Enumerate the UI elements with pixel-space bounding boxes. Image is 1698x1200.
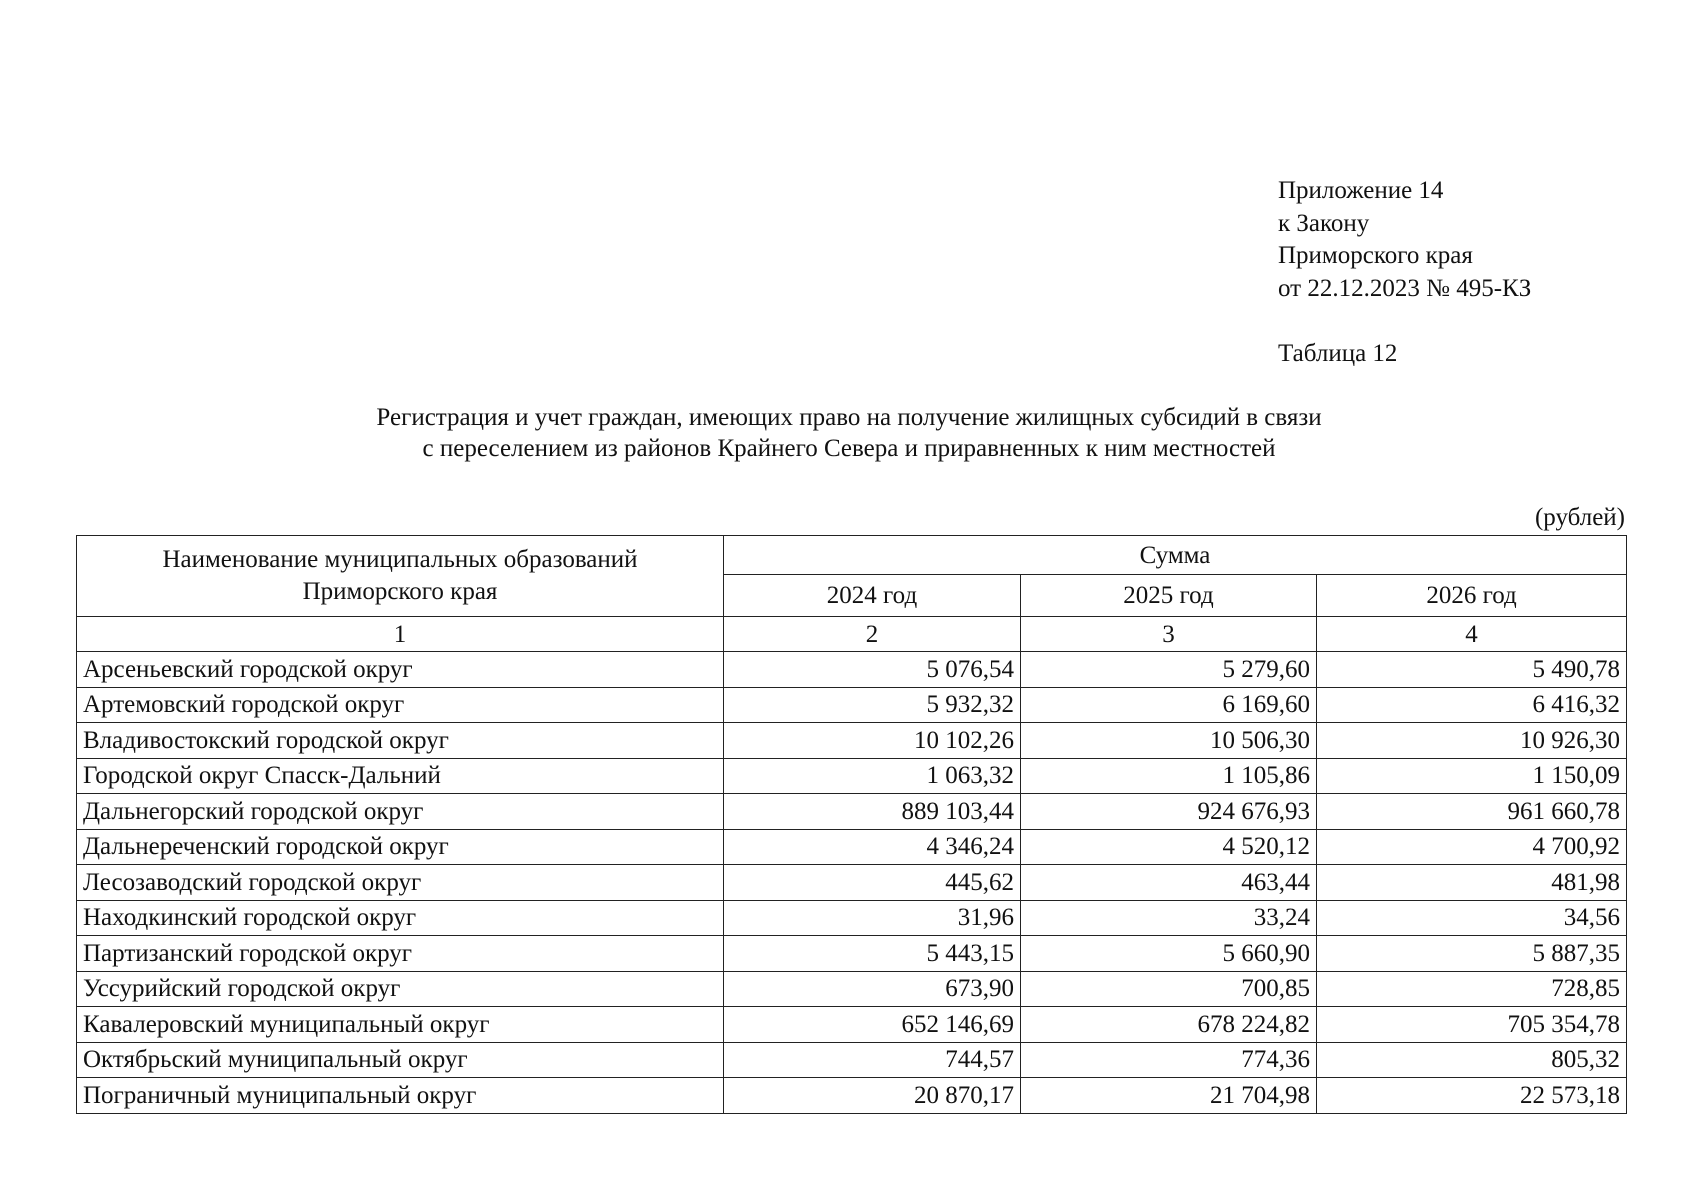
amount-2026: 805,32	[1317, 1042, 1627, 1078]
amount-2024: 744,57	[724, 1042, 1021, 1078]
amount-2025: 6 169,60	[1021, 687, 1317, 723]
amount-2026: 22 573,18	[1317, 1078, 1627, 1114]
amount-2024: 10 102,26	[724, 723, 1021, 759]
municipality-name: Кавалеровский муниципальный округ	[77, 1007, 724, 1043]
amount-2025: 4 520,12	[1021, 829, 1317, 865]
header-municipality-line: Наименование муниципальных образований	[162, 546, 638, 573]
amount-2024: 4 346,24	[724, 829, 1021, 865]
column-number: 3	[1021, 617, 1317, 652]
amount-2026: 961 660,78	[1317, 794, 1627, 830]
table-row	[77, 758, 1627, 794]
table-row	[77, 1042, 1627, 1078]
appendix-line: Приморского края	[1278, 242, 1473, 269]
header-year-2024: 2024 год	[724, 575, 1021, 617]
amount-2025: 1 105,86	[1021, 758, 1317, 794]
table-row	[77, 723, 1627, 759]
table-row	[77, 794, 1627, 830]
amount-2025: 5 660,90	[1021, 936, 1317, 972]
table-row	[77, 936, 1627, 972]
amount-2025: 678 224,82	[1021, 1007, 1317, 1043]
amount-2026: 34,56	[1317, 900, 1627, 936]
municipality-name: Лесозаводский городской округ	[77, 865, 724, 901]
table-row	[77, 1007, 1627, 1043]
amount-2025: 774,36	[1021, 1042, 1317, 1078]
header-year-2025: 2025 год	[1021, 575, 1317, 617]
amount-2024: 889 103,44	[724, 794, 1021, 830]
municipality-name: Пограничный муниципальный округ	[77, 1078, 724, 1114]
table-row	[77, 971, 1627, 1007]
table-row	[77, 687, 1627, 723]
amount-2026: 4 700,92	[1317, 829, 1627, 865]
amount-2024: 5 076,54	[724, 652, 1021, 688]
table-row	[77, 900, 1627, 936]
municipality-name: Городской округ Спасск-Дальний	[77, 758, 724, 794]
appendix-line: от 22.12.2023 № 495-КЗ	[1278, 274, 1532, 302]
amount-2024: 673,90	[724, 971, 1021, 1007]
header-year-2026: 2026 год	[1317, 575, 1627, 617]
header-municipality	[77, 536, 724, 617]
table-number: Таблица 12	[1278, 340, 1398, 367]
appendix-reference	[1278, 175, 1531, 305]
municipality-name: Владивостокский городской округ	[77, 723, 724, 759]
subsidy-table	[76, 535, 1627, 1114]
municipality-name: Артемовский городской округ	[77, 687, 724, 723]
amount-2026: 1 150,09	[1317, 758, 1627, 794]
amount-2026: 5 887,35	[1317, 936, 1627, 972]
appendix-line: к Закону	[1278, 209, 1370, 237]
municipality-name: Арсеньевский городской округ	[77, 652, 724, 688]
document-title	[0, 402, 1698, 464]
municipality-name: Находкинский городской округ	[77, 900, 724, 936]
municipality-name: Дальнегорский городской округ	[77, 794, 724, 830]
title-line: Регистрация и учет граждан, имеющих право на получение жилищных субсидий в связи	[376, 404, 1322, 431]
appendix-line: Приложение 14	[1278, 177, 1444, 204]
amount-2026: 6 416,32	[1317, 687, 1627, 723]
amount-2025: 700,85	[1021, 971, 1317, 1007]
header-municipality-line: Приморского края	[302, 578, 498, 605]
amount-2024: 31,96	[724, 900, 1021, 936]
amount-2025: 21 704,98	[1021, 1078, 1317, 1114]
amount-2024: 1 063,32	[724, 758, 1021, 794]
amount-2024: 652 146,69	[724, 1007, 1021, 1043]
amount-2024: 5 932,32	[724, 687, 1021, 723]
amount-2026: 10 926,30	[1317, 723, 1627, 759]
table-row	[77, 829, 1627, 865]
amount-2024: 20 870,17	[724, 1078, 1021, 1114]
amount-2026: 728,85	[1317, 971, 1627, 1007]
table-row	[77, 1078, 1627, 1114]
municipality-name: Октябрьский муниципальный округ	[77, 1042, 724, 1078]
amount-2026: 705 354,78	[1317, 1007, 1627, 1043]
title-line: с переселением из районов Крайнего Севера и приравненных к ним местностей	[422, 435, 1276, 462]
municipality-name: Партизанский городской округ	[77, 936, 724, 972]
municipality-name: Дальнереченский городской округ	[77, 829, 724, 865]
municipality-name: Уссурийский городской округ	[77, 971, 724, 1007]
amount-2024: 5 443,15	[724, 936, 1021, 972]
amount-2025: 924 676,93	[1021, 794, 1317, 830]
header-sum: Сумма	[724, 536, 1627, 575]
amount-2025: 463,44	[1021, 865, 1317, 901]
amount-2025: 33,24	[1021, 900, 1317, 936]
column-number: 2	[724, 617, 1021, 652]
units-label: (рублей)	[1534, 504, 1625, 531]
amount-2025: 5 279,60	[1021, 652, 1317, 688]
table-row	[77, 865, 1627, 901]
column-number: 1	[77, 617, 724, 652]
table-row	[77, 652, 1627, 688]
amount-2026: 481,98	[1317, 865, 1627, 901]
amount-2025: 10 506,30	[1021, 723, 1317, 759]
amount-2024: 445,62	[724, 865, 1021, 901]
column-number: 4	[1317, 617, 1627, 652]
amount-2026: 5 490,78	[1317, 652, 1627, 688]
